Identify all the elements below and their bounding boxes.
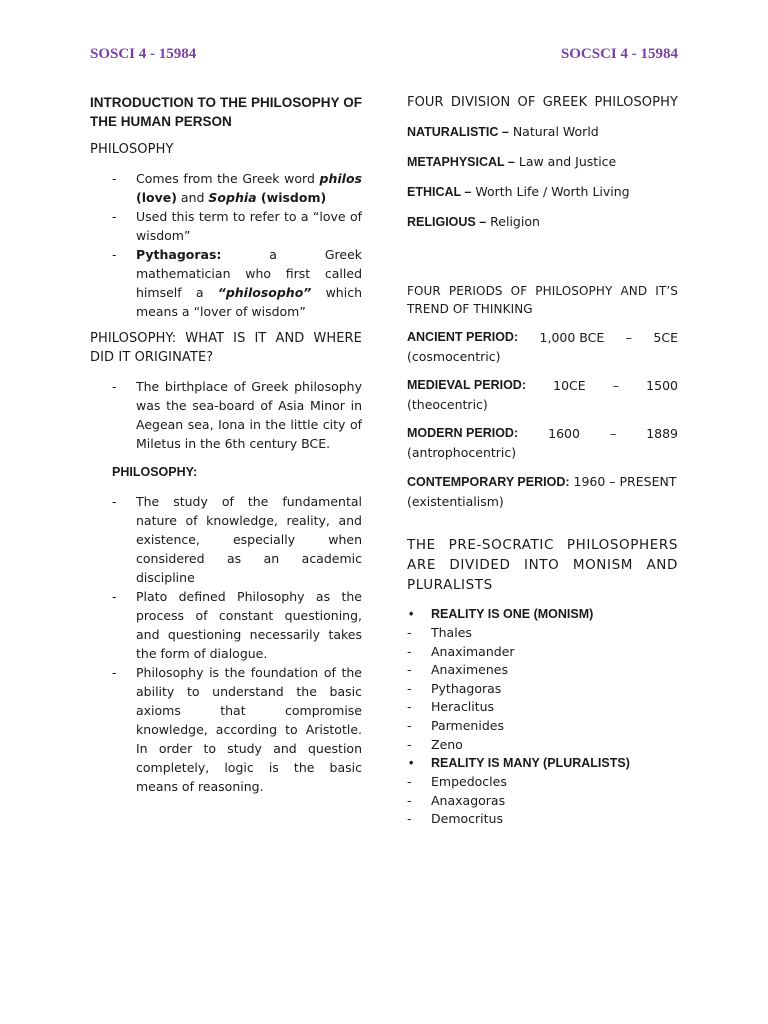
list-item: - Pythagoras: a Greek mathematician who first called himself a “philosopho” which means a “lover of wisdom” [90, 245, 362, 321]
term-philos: philos [319, 171, 362, 186]
list-item: - Plato defined Philosophy as the process of constant questioning, and questioning necessarily takes the form of dialogue. [90, 587, 362, 663]
document-title: INTRODUCTION TO THE PHILOSOPHY OF THE HUMAN PERSON [90, 95, 362, 129]
header-course-code-right: SOCSCI 4 - 15984 [560, 46, 678, 62]
monism-philosophers-list [407, 624, 678, 754]
header-course-code-left: SOSCI 4 - 15984 [90, 46, 197, 62]
list-item: - The birthplace of Greek philosophy was the sea-board of Asia Minor in Aegean sea, Iona in the little city of Miletus in the 6th century BCE. [90, 377, 362, 453]
heading-four-periods: FOUR PERIODS OF PHILOSOPHY AND IT’S TREND OF THINKING [407, 284, 678, 316]
division-ethical: ETHICAL – Worth Life / Worth Living [407, 184, 630, 199]
list-item: - Democritus [407, 810, 678, 829]
heading-what-is-philosophy: PHILOSOPHY: WHAT IS IT AND WHERE DID IT ORIGINATE? [90, 331, 362, 365]
pluralist-philosophers-list [407, 773, 678, 829]
list-item: - Anaxagoras [407, 792, 678, 811]
list-item: - Philosophy is the foundation of the ability to understand the basic axioms that compromise knowledge, according to Aristotle. In order to study and question completely, logic is the basic means of reasoning. [90, 663, 362, 796]
list-item: - Heraclitus [407, 698, 678, 717]
period-contemporary: CONTEMPORARY PERIOD: 1960 – PRESENT (existentialism) [407, 474, 677, 509]
division-naturalistic: NATURALISTIC – Natural World [407, 124, 599, 139]
term-philosopho: “philosopho” [217, 285, 312, 300]
bullet-pluralists: • REALITY IS MANY (PLURALISTS) [407, 754, 678, 773]
philosophy-definition-list [90, 492, 362, 796]
list-item: - Thales [407, 624, 678, 643]
heading-pre-socratic: THE PRE-SOCRATIC PHILOSOPHERS ARE DIVIDED INTO MONISM AND PLURALISTS [407, 537, 678, 593]
period-modern: MODERN PERIOD: 1600 – 1889 (antrophocentric) [407, 426, 678, 460]
bullet-monism: • REALITY IS ONE (MONISM) [407, 605, 678, 624]
term-sophia: Sophia [208, 190, 257, 205]
division-religious: RELIGIOUS – Religion [407, 214, 540, 229]
list-item: - Comes from the Greek word philos (love) and Sophia (wisdom) [90, 169, 362, 207]
heading-four-division: FOUR DIVISION OF GREEK PHILOSOPHY [407, 95, 678, 110]
term-pythagoras: Pythagoras: [136, 247, 222, 262]
left-column [90, 93, 362, 804]
birthplace-list [90, 377, 362, 453]
list-item: - The study of the fundamental nature of knowledge, reality, and existence, especially when considered as an academic discipline [90, 492, 362, 587]
philosophy-origin-list [90, 169, 362, 321]
list-item: - Anaximenes [407, 661, 678, 680]
heading-philosophy: PHILOSOPHY [90, 142, 174, 157]
subheading-philosophy: PHILOSOPHY: [112, 465, 198, 479]
list-item: - Empedocles [407, 773, 678, 792]
list-item: - Zeno [407, 736, 678, 755]
list-item: - Anaximander [407, 643, 678, 662]
list-item: - Pythagoras [407, 680, 678, 699]
list-item: - Parmenides [407, 717, 678, 736]
right-column [407, 93, 678, 837]
list-item: - Used this term to refer to a “love of wisdom” [90, 207, 362, 245]
period-ancient: ANCIENT PERIOD: 1,000 BCE – 5CE (cosmocentric) [407, 330, 678, 364]
period-medieval: MEDIEVAL PERIOD: 10CE – 1500 (theocentric) [407, 378, 678, 412]
division-metaphysical: METAPHYSICAL – Law and Justice [407, 154, 617, 169]
